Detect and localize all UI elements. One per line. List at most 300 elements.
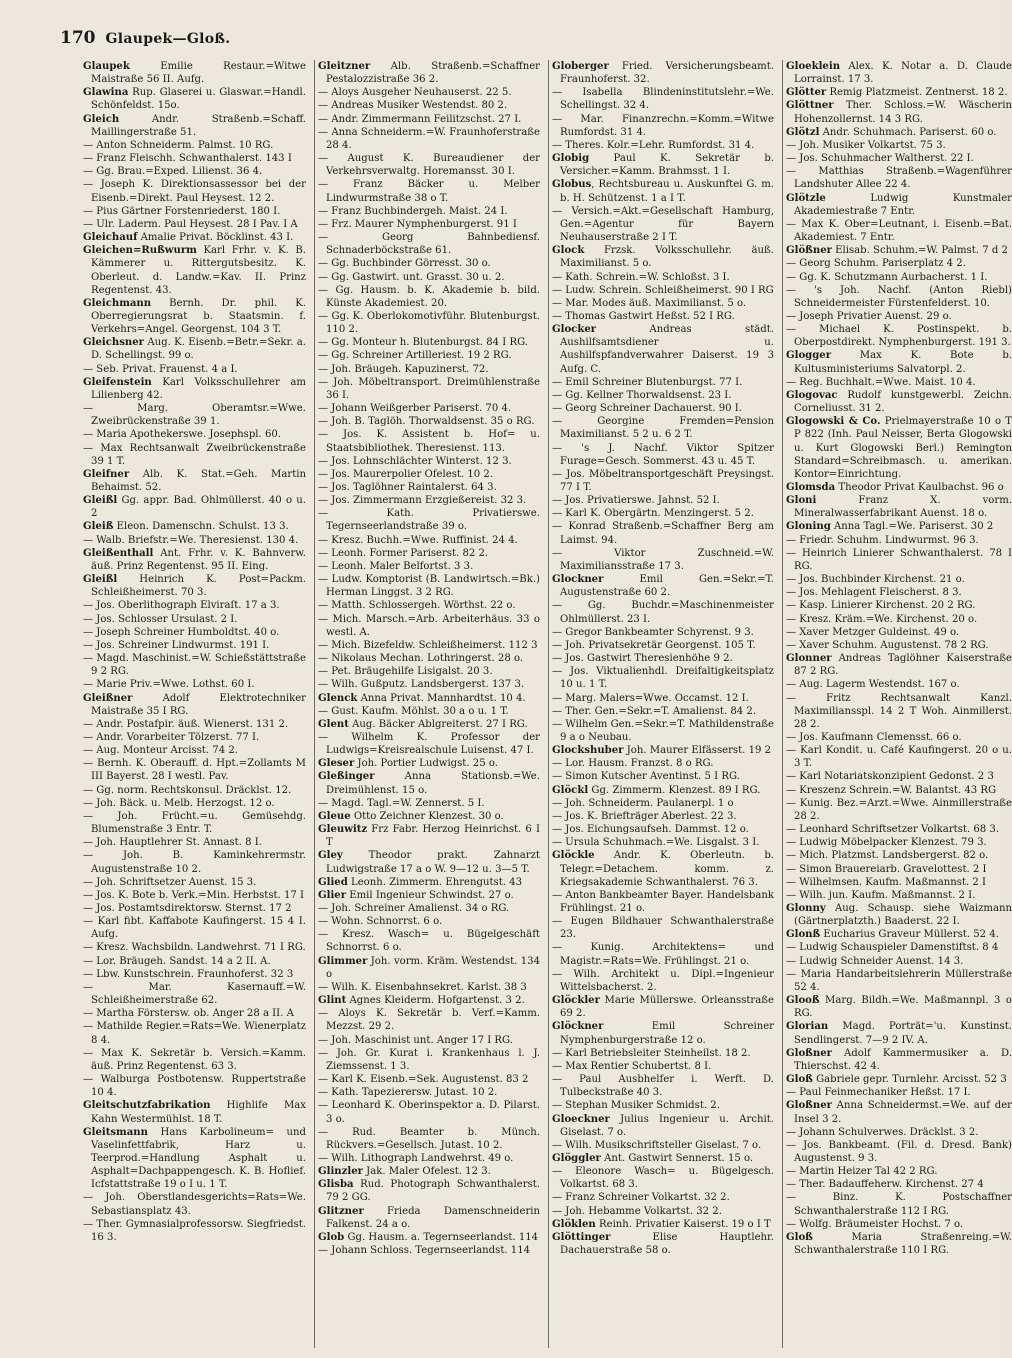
entry-surname: Gleue <box>318 810 351 822</box>
directory-entry <box>318 257 540 270</box>
directory-entry <box>552 86 774 112</box>
directory-entry <box>786 1126 1012 1139</box>
directory-entry <box>552 915 774 941</box>
directory-entry <box>786 494 1012 520</box>
entry-text: — Joh. Bräugeh. Kapuzinerst. 72. <box>318 363 489 375</box>
entry-text: Anna Tagl.=We. Pariserst. 30 2 <box>830 521 994 533</box>
entry-text: — Kath. Schrein.=W. Schloßst. 3 I. <box>552 271 730 283</box>
directory-entry <box>552 1191 774 1204</box>
directory-entry <box>83 902 306 915</box>
entry-text: — Joh. Möbeltransport. Dreimühlenstraße 36 I. <box>318 376 540 401</box>
directory-entry <box>786 152 1012 165</box>
directory-entry <box>786 139 1012 152</box>
directory-entry <box>786 823 1012 836</box>
entry-text: — Joh. Hauptlehrer St. Annast. 8 I. <box>83 837 262 849</box>
entry-text: Prielmayerstraße 10 o T P 822 (Inh. Paul Neisser, Berta Glogowski u. Kurt Glogowski Berl.) Remington Standard=Schreibmasch. u. amerikan. Kontor=Einrichtung. <box>794 416 1012 480</box>
directory-entry <box>83 468 306 494</box>
entry-text: Joh. Maurer Elfässerst. 19 2 <box>623 745 772 757</box>
entry-text: Elise Hauptlehr. Dachauerstraße 58 o. <box>560 1231 774 1257</box>
entry-text: — Jos. Schlosser Ursulast. 2 I. <box>83 613 238 625</box>
entry-text: — Gregor Bankbeamter Schyrenst. 9 3. <box>552 626 754 638</box>
entry-text: Emilie Restaur.=Witwe Maistraße 56 II. Aufg. <box>91 61 306 86</box>
entry-text: — Simon Brauereiarb. Gravelottest. 2 I <box>786 863 987 875</box>
directory-entry <box>318 205 540 218</box>
entry-surname: Gloning <box>786 521 831 533</box>
directory-entry <box>83 876 306 889</box>
entry-text: — Matthias Straßenb.=Wagenführer Landshuter Allee 22 4. <box>786 166 1012 191</box>
directory-entry <box>552 770 774 783</box>
entry-surname: Gloß <box>786 1074 813 1086</box>
entry-text: Leonh. Zimmerm. Ehrengutst. 43 <box>347 876 523 888</box>
directory-entry <box>318 468 540 481</box>
entry-text: Andreas städt. Aushilfsamtsdiener u. Aushilfspfandverwahrer Daiserst. 19 3 Aufg. C. <box>560 324 774 375</box>
entry-text: Karl Volksschullehrer am Lilienberg 42. <box>91 376 306 401</box>
entry-text: Remig Platzmeist. Zentnerst. 18 2. <box>826 87 1008 99</box>
column-2 <box>314 60 540 1348</box>
directory-entry <box>786 797 1012 823</box>
directory-entry <box>552 849 774 888</box>
entry-text: — Wilhelm Gen.=Sekr.=T. Mathildenstraße 9 a o Neubau. <box>552 718 774 743</box>
entry-text: — Ther. Badauffeherw. Kirchenst. 27 4 <box>786 1179 984 1191</box>
entry-text: — Jos. Maurerpolier Ofelest. 10 2. <box>318 468 494 480</box>
directory-entry <box>786 389 1012 415</box>
directory-entry <box>552 520 774 546</box>
directory-entry <box>318 1086 540 1099</box>
directory-entry <box>83 231 306 244</box>
directory-entry <box>786 902 1012 928</box>
entry-text: Alb. K. Stat.=Geh. Martin Behaimst. 52. <box>91 468 306 493</box>
directory-entry <box>83 442 306 468</box>
directory-entry <box>552 178 774 204</box>
entry-text: — Frz. Maurer Nymphenburgerst. 91 I <box>318 218 517 230</box>
entry-text: — Gg. Schreiner Artilleriest. 19 2 RG. <box>318 350 512 362</box>
directory-entry <box>318 402 540 415</box>
directory-entry <box>786 731 1012 744</box>
directory-entry <box>83 784 306 797</box>
entry-text: , Rechtsbureau u. Auskunftei G. m. b. H. Schützenst. 1 a I T. <box>560 179 774 204</box>
directory-entry <box>83 1020 306 1046</box>
directory-entry <box>318 889 540 902</box>
entry-text: Emil Gen.=Sekr.=T. Augustenstraße 60 2. <box>560 574 774 599</box>
entry-text: — Joseph K. Direktionsassessor bei der Eisenb.=Direkt. Paul Heysest. 12 2. <box>83 179 306 204</box>
entry-text: — Konrad Straßenb.=Schaffner Berg am Laimst. 94. <box>552 521 774 546</box>
entry-text: — Gg. K. Schutzmann Aurbacherst. 1 I. <box>786 271 988 283</box>
entry-text: Andreas Taglöhner Kaiserstraße 87 2 RG. <box>794 653 1012 678</box>
page-header <box>60 28 960 58</box>
entry-text: — Gg. norm. Rechtskonsul. Dräcklst. 12. <box>83 784 292 796</box>
entry-surname: Gloeckner <box>552 1113 610 1125</box>
directory-entry <box>83 639 306 652</box>
directory-entry <box>786 520 1012 533</box>
entry-text: — Jos. Zimmermann Erzgießereist. 32 3. <box>318 495 527 507</box>
directory-entry <box>786 599 1012 612</box>
directory-entry <box>552 599 774 625</box>
entry-text: — Gg. Buchdr.=Maschinenmeister Ohlmüllerst. 23 I. <box>552 600 774 625</box>
directory-entry <box>318 652 540 665</box>
entry-text: — Andr. Postafpir. äuß. Wienerst. 131 2. <box>83 718 289 730</box>
directory-entry <box>318 902 540 915</box>
directory-entry <box>83 1218 306 1244</box>
directory-entry <box>318 60 540 86</box>
entry-surname: Glogger <box>786 350 832 362</box>
entry-text: — Lor. Bräugeh. Sandst. 14 a 2 II. A. <box>83 955 271 967</box>
directory-entry <box>552 1165 774 1191</box>
directory-entry <box>552 652 774 665</box>
entry-text: — Jos. K. Bote b. Verk.=Min. Herbstst. 17 I <box>83 889 305 901</box>
directory-entry <box>786 955 1012 968</box>
directory-entry <box>318 810 540 823</box>
entry-surname: Glock <box>552 245 585 257</box>
entry-text: Theodor prakt. Zahnarzt Ludwigstraße 17 a o W. 9—12 u. 3—5 T. <box>326 850 540 875</box>
entry-text: — Aloys Ausgeher Neuhauserst. 22 5. <box>318 87 512 99</box>
entry-text: — Joh. Frücht.=u. Gemüsehdg. Blumenstraße 3 Entr. T. <box>83 810 306 836</box>
entry-text: — Theres. Kolr.=Lehr. Rumfordst. 31 4. <box>552 139 755 151</box>
entry-text: — Thomas Gastwirt Heßst. 52 I RG. <box>552 310 735 322</box>
entry-text: — Georgine Fremden=Pension Maximilianst. 5 2 u. 6 2 T. <box>552 416 774 441</box>
directory-entry <box>83 955 306 968</box>
directory-entry <box>552 797 774 810</box>
entry-text: Gg. Hausm. a. Tegernseerlandst. 114 <box>344 1231 539 1243</box>
entry-text: Marg. Bildh.=We. Maßmannpl. 3 o RG. <box>794 995 1012 1020</box>
entry-surname: Gleifner <box>83 468 130 480</box>
directory-entry <box>318 797 540 810</box>
entry-surname: Glößner <box>786 245 832 257</box>
entry-text: — Wilh. Gußputz. Landsbergerst. 137 3. <box>318 679 525 691</box>
entry-text: — Joh. Privatsekretär Georgenst. 105 T. <box>552 639 756 651</box>
directory-entry <box>83 494 306 520</box>
entry-text: Gg. appr. Bad. Ohlmüllerst. 40 o u. 2 <box>91 495 306 520</box>
directory-entry <box>552 415 774 441</box>
directory-entry <box>552 889 774 915</box>
entry-surname: Gleifenstein <box>83 376 152 388</box>
entry-text: — Karl fibt. Kaffabote Kaufingerst. 15 4 I. Aufg. <box>83 916 306 941</box>
entry-text: — Max K. Sekretär b. Versich.=Kamm. äuß. Prinz Regentenst. 63 3. <box>83 1047 306 1072</box>
directory-entry <box>318 665 540 678</box>
directory-entry <box>552 507 774 520</box>
directory-entry <box>552 968 774 994</box>
directory-entry <box>318 981 540 994</box>
directory-entry <box>83 678 306 691</box>
entry-text: — Mar. Kasernauff.=W. Schleißheimerstraße 62. <box>83 981 306 1007</box>
entry-text: — Franz Schreiner Volkartst. 32 2. <box>552 1192 730 1204</box>
directory-entry <box>83 626 306 639</box>
directory-entry <box>786 271 1012 284</box>
entry-text: — Marie Priv.=Wwe. Lothst. 60 I. <box>83 679 255 691</box>
entry-surname: Gleißenthall <box>83 547 154 559</box>
entry-surname: Glimmer <box>318 955 368 967</box>
directory-entry <box>318 560 540 573</box>
entry-text: — Jos. Viktualienhdl. Dreifaltigkeitsplatz 10 u. 1 T. <box>552 666 774 691</box>
entry-text: — Pet. Bräugehilfe Lisigalst. 20 3. <box>318 666 493 678</box>
directory-entry <box>83 86 306 112</box>
directory-entry <box>318 455 540 468</box>
entry-text: — Joh. Gr. Kurat i. Krankenhaus l. J. Ziemssenst. 1 3. <box>318 1047 540 1072</box>
entry-surname: Glöggler <box>552 1152 601 1164</box>
entry-text: Ant. Frhr. v. K. Bahnverw. äuß. Prinz Regentenst. 95 II. Eing. <box>91 547 306 572</box>
entry-text: — Joh. Schreiner Amalienst. 34 o RG. <box>318 903 510 914</box>
directory-entry <box>83 218 306 231</box>
directory-entry <box>786 99 1012 125</box>
directory-entry <box>786 639 1012 652</box>
entry-surname: Globig <box>552 153 590 165</box>
entry-text: — Wilh. jun. Kaufm. Maßmannst. 2 I. <box>786 889 976 901</box>
entry-text: Heinrich K. Post=Packm. Schleißheimerst. 70 3. <box>91 574 306 599</box>
entry-text: Highlife Max Kahn Westermühlst. 18 T. <box>91 1100 306 1125</box>
directory-entry <box>83 152 306 165</box>
entry-text: — Mich. Platzmst. Landsbergerst. 82 o. <box>786 850 989 862</box>
entry-text: Frzsk. Volksschullehr. äuß. Maximilianst. 5 o. <box>560 245 774 270</box>
entry-text: — Karl K. Eisenb.=Sek. Augustenst. 83 2 <box>318 1074 529 1086</box>
entry-text: Hans Karbolineum= und Vaselinfettfabrik, Harz u. Teerprod.=Handlung Asphalt u. Asphalt=Dachpappengesch. K. B. Hoflief. Icfstattstraße 19 o I u. 1 T. <box>91 1126 306 1191</box>
directory-entry <box>83 1047 306 1073</box>
directory-entry <box>552 310 774 323</box>
directory-entry <box>552 639 774 652</box>
entry-text: — Anton Schneiderm. Palmst. 10 RG. <box>83 139 274 151</box>
entry-text: — Leonhard K. Oberinspektor a. D. Pilarst. 3 o. <box>318 1100 540 1125</box>
directory-entry <box>552 1218 774 1231</box>
directory-entry <box>552 271 774 284</box>
directory-entry <box>83 889 306 902</box>
directory-entry <box>83 718 306 731</box>
entry-surname: Gleichauf <box>83 232 138 244</box>
entry-surname: Globerger <box>552 61 609 72</box>
directory-entry <box>83 810 306 836</box>
entry-surname: Gleißner <box>83 692 133 704</box>
entry-text: — Stephan Musiker Schmidst. 2. <box>552 1100 720 1112</box>
entry-surname: Gleitzner <box>318 61 371 72</box>
directory-entry <box>786 244 1012 257</box>
entry-text: — Kunig. Bez.=Arzt.=Wwe. Ainmillerstraße 28 2. <box>786 797 1012 822</box>
entry-surname: Glöckner <box>552 1021 604 1033</box>
entry-surname: Glogowski & Co. <box>786 416 881 428</box>
entry-text: — Ther. Gen.=Sekr.=T. Amalienst. 84 2. <box>552 705 757 717</box>
entry-text: — Mich. Bizefeldw. Schleißheimerst. 112 3 <box>318 639 538 651</box>
entry-text: — Rud. Beamter b. Münch. Rückvers.=Gesellsch. Jutast. 10 2. <box>318 1126 540 1151</box>
directory-entry <box>552 547 774 573</box>
directory-entry <box>83 1191 306 1217</box>
directory-entry <box>552 376 774 389</box>
directory-entry <box>552 1099 774 1112</box>
directory-entry <box>83 968 306 981</box>
directory-entry <box>552 1113 774 1139</box>
entry-text: — Jos. Buchbinder Kirchenst. 21 o. <box>786 574 965 586</box>
entry-text: — Joseph Schreiner Humboldtst. 40 o. <box>83 626 280 638</box>
directory-entry <box>786 744 1012 770</box>
entry-surname: Gleiß <box>83 521 114 533</box>
entry-surname: Glent <box>318 718 349 730</box>
directory-entry <box>786 652 1012 678</box>
entry-text: — Georg Bahnbediensf. Schnaderböckstraße 61. <box>318 232 540 257</box>
page-number: 170 <box>60 28 96 48</box>
entry-text: — Pius Gärtner Forstenriederst. 180 I. <box>83 205 281 217</box>
entry-text: — Michael K. Postinspekt. b. Oberpostdirekt. Nymphenburgerst. 191 3. <box>786 324 1012 349</box>
directory-entry <box>318 152 540 178</box>
directory-entry <box>786 1218 1012 1231</box>
directory-entry <box>83 731 306 744</box>
directory-entry <box>786 1231 1012 1257</box>
entry-text: — Kath. Privatierswe. Tegernseerlandstraße 39 o. <box>318 508 540 533</box>
directory-entry <box>83 1126 306 1192</box>
directory-entry <box>786 218 1012 244</box>
directory-entry <box>83 336 306 362</box>
entry-text: Alex. K. Notar a. D. Claude Lorrainst. 17 3. <box>794 61 1012 86</box>
entry-text: Gg. Zimmerm. Klenzest. 89 I RG. <box>588 784 761 796</box>
entry-text: — Lor. Hausm. Franzst. 8 o RG. <box>552 758 714 770</box>
entry-surname: Gleichen=Rußwurm <box>83 245 197 257</box>
entry-text: — Kresz. Kräm.=We. Kirchenst. 20 o. <box>786 613 978 625</box>
directory-entry <box>786 1047 1012 1073</box>
directory-entry <box>83 534 306 547</box>
entry-text: Frieda Damenschneiderin Falkenst. 24 a o. <box>326 1205 540 1230</box>
directory-entry <box>83 692 306 718</box>
entry-text: — Nikolaus Mechan. Lothringerst. 28 o. <box>318 653 524 665</box>
directory-entry <box>552 205 774 244</box>
directory-entry <box>318 1007 540 1033</box>
entry-text: — Paul Ausbhelfer i. Werft. D. Tulbeckstraße 40 3. <box>552 1074 774 1099</box>
directory-entry <box>318 718 540 731</box>
directory-entry <box>318 547 540 560</box>
directory-entry <box>318 678 540 691</box>
entry-text: Joh. Portier Ludwigst. 25 o. <box>354 758 498 770</box>
entry-surname: Gleser <box>318 758 355 770</box>
directory-entry <box>552 152 774 178</box>
directory-entry <box>786 349 1012 375</box>
directory-entry <box>786 415 1012 481</box>
directory-entry <box>786 1178 1012 1191</box>
entry-text: Theodor Privat Kaulbachst. 96 o <box>835 482 1004 493</box>
entry-text: — Gg. K. Oberlokomotivführ. Blutenburgst. 110 2. <box>318 310 540 336</box>
directory-entry <box>786 126 1012 139</box>
entry-text: Aug. K. Eisenb.=Betr.=Sekr. a. D. Schellingst. 99 o. <box>91 337 306 362</box>
entry-surname: Glonß <box>786 929 821 941</box>
entry-text: — Mar. Modes äuß. Maximilianst. 5 o. <box>552 297 747 309</box>
directory-entry <box>552 757 774 770</box>
directory-entry <box>83 428 306 441</box>
directory-entry <box>318 757 540 770</box>
entry-text: — Kresz. Wasch= u. Bügelgeschäft Schnorrst. 6 o. <box>318 929 540 954</box>
directory-entry <box>786 889 1012 902</box>
entry-text: — Marg. Malers=Wwe. Occamst. 12 I. <box>552 692 749 704</box>
entry-surname: Glocker <box>552 324 597 336</box>
entry-text: Bernh. Dr. phil. K. Oberregierungsrat b. Staatsmin. f. Verkehrs=Angel. Georgenst. 104 3 T. <box>91 297 306 336</box>
directory-entry <box>318 1244 540 1257</box>
directory-entry <box>552 994 774 1020</box>
entry-surname: Glier <box>318 889 347 901</box>
entry-text: — Simon Kutscher Aventinst. 5 I RG. <box>552 771 740 783</box>
directory-entry <box>318 1231 540 1244</box>
directory-entry <box>83 744 306 757</box>
entry-text: Emil Ingenieur Schwindst. 27 o. <box>346 889 514 901</box>
entry-surname: Glomsda <box>786 482 836 493</box>
entry-text: Anna Stationsb.=We. Dreimühlenst. 15 o. <box>326 771 540 796</box>
entry-text: — Joh. Maschinist unt. Anger 17 I RG. <box>318 1034 513 1046</box>
directory-entry <box>83 1099 306 1125</box>
entry-text: Amalie Privat. Böcklinst. 43 I. <box>137 232 294 244</box>
entry-surname: Glöttner <box>786 100 834 112</box>
column-3 <box>548 60 774 1348</box>
entry-text: — Wilh. Architekt u. Dipl.=Ingenieur Wittelsbacherst. 2. <box>552 968 774 993</box>
directory-entry <box>552 1060 774 1073</box>
directory-entry <box>318 481 540 494</box>
entry-text: — Mar. Finanzrechn.=Komm.=Witwe Rumfordst. 31 4. <box>552 113 774 138</box>
directory-entry <box>318 823 540 849</box>
entry-text: — Joh. Schriftsetzer Auenst. 15 3. <box>83 876 257 888</box>
entry-text: — Jos. Eichungsaufseh. Dammst. 12 o. <box>552 824 749 836</box>
entry-text: — Andr. Zimmermann Feilitzschst. 27 I. <box>318 113 522 125</box>
entry-surname: Gloni <box>786 495 817 507</box>
entry-text: Rup. Glaserei u. Glaswar.=Handl. Schönfeldst. 15o. <box>91 87 306 112</box>
directory-entry <box>552 1152 774 1165</box>
entry-surname: Glötzl <box>786 126 820 138</box>
directory-entry <box>83 1073 306 1099</box>
entry-text: — Xaver Metzger Guldeinst. 49 o. <box>786 626 960 638</box>
entry-text: Aug. Schausp. siehe Waizmann (Gärtnerplatzth.) Baaderst. 22 I. <box>794 903 1012 928</box>
entry-surname: Globus <box>552 179 592 191</box>
directory-entry <box>786 863 1012 876</box>
directory-entry <box>318 415 540 428</box>
entry-text: Eucharius Graveur Müllerst. 52 4. <box>820 929 999 941</box>
entry-text: — Viktor Zuschneid.=W. Maximiliansstraße 17 3. <box>552 547 774 572</box>
directory-entry <box>786 941 1012 954</box>
entry-text: Joh. vorm. Kräm. Westendst. 134 o <box>326 955 540 980</box>
entry-text: — Joh. Schneiderm. Paulanerpl. 1 o <box>552 797 734 809</box>
directory-entry <box>786 928 1012 941</box>
directory-entry <box>318 1099 540 1125</box>
entry-text: — Eugen Bildhauer Schwanthalerstraße 23. <box>552 916 774 941</box>
entry-text: — Gg. Monteur h. Blutenburgst. 84 I RG. <box>318 337 528 349</box>
entry-text: — Anna Schneiderm.=W. Fraunhoferstraße 28 4. <box>318 126 540 151</box>
directory-entry <box>318 1034 540 1047</box>
directory-entry <box>552 718 774 744</box>
entry-surname: Gleßinger <box>318 771 375 783</box>
column-4 <box>782 60 1012 1348</box>
entry-text: — Jos. Schreiner Lindwurmst. 191 I. <box>83 639 270 651</box>
directory-entry <box>552 494 774 507</box>
directory-entry <box>786 284 1012 310</box>
directory-entry <box>318 731 540 757</box>
entry-surname: Glöklen <box>552 1218 596 1230</box>
entry-surname: Glonner <box>786 653 832 665</box>
directory-entry <box>83 797 306 810</box>
entry-text: — Bernh. K. Oberauff. d. Hpt.=Zollamts M III Bayerst. 28 I westl. Pav. <box>83 758 306 783</box>
entry-text: Maria Straßenreing.=W. Schwanthalerstraße 110 I RG. <box>794 1231 1012 1257</box>
directory-entry <box>83 165 306 178</box>
directory-entry <box>83 113 306 139</box>
directory-entry <box>318 915 540 928</box>
entry-text: — Max Rentier Schubertst. 8 I. <box>552 1060 712 1072</box>
directory-entry <box>786 1073 1012 1086</box>
directory-entry <box>318 1165 540 1178</box>
columns <box>80 60 1012 1348</box>
entry-text: Ther. Schloss.=W. Wäscherin Hohenzollernst. 14 3 RG. <box>794 100 1012 125</box>
entry-text: — Johann Schloss. Tegernseerlandst. 114 <box>318 1245 531 1257</box>
entry-text: Karl Frhr. v. K. B. Kämmerer u. Rittergutsbesitz. K. Oberleut. d. Landw.=Kav. II. Prinz Regentenst. 43. <box>91 245 306 296</box>
entry-text: Andr. Schuhmach. Pariserst. 60 o. <box>819 126 997 138</box>
entry-text: — Marg. Oberamtsr.=Wwe. Zweibrückenstraße 39 1. <box>83 403 306 428</box>
directory-entry <box>552 705 774 718</box>
directory-entry <box>83 376 306 402</box>
directory-entry <box>786 1099 1012 1125</box>
directory-entry <box>786 86 1012 99</box>
entry-text: — Gg. Buchbinder Görresst. 30 o. <box>318 258 491 270</box>
entry-text: — Jos. Mehlagent Fleischerst. 8 3. <box>786 587 962 599</box>
directory-entry <box>318 705 540 718</box>
directory-entry <box>83 941 306 954</box>
entry-text: Anna Privat. Mannhardtst. 10 4. <box>357 692 526 704</box>
entry-text: — 's Joh. Nachf. (Anton Riebl) Schneidermeister Fürstenfelderst. 10. <box>786 284 1012 309</box>
directory-entry <box>318 99 540 112</box>
entry-text: Magd. Porträt='u. Kunstinst. Sendlingerst. 7—9 2 IV. A. <box>794 1021 1012 1046</box>
